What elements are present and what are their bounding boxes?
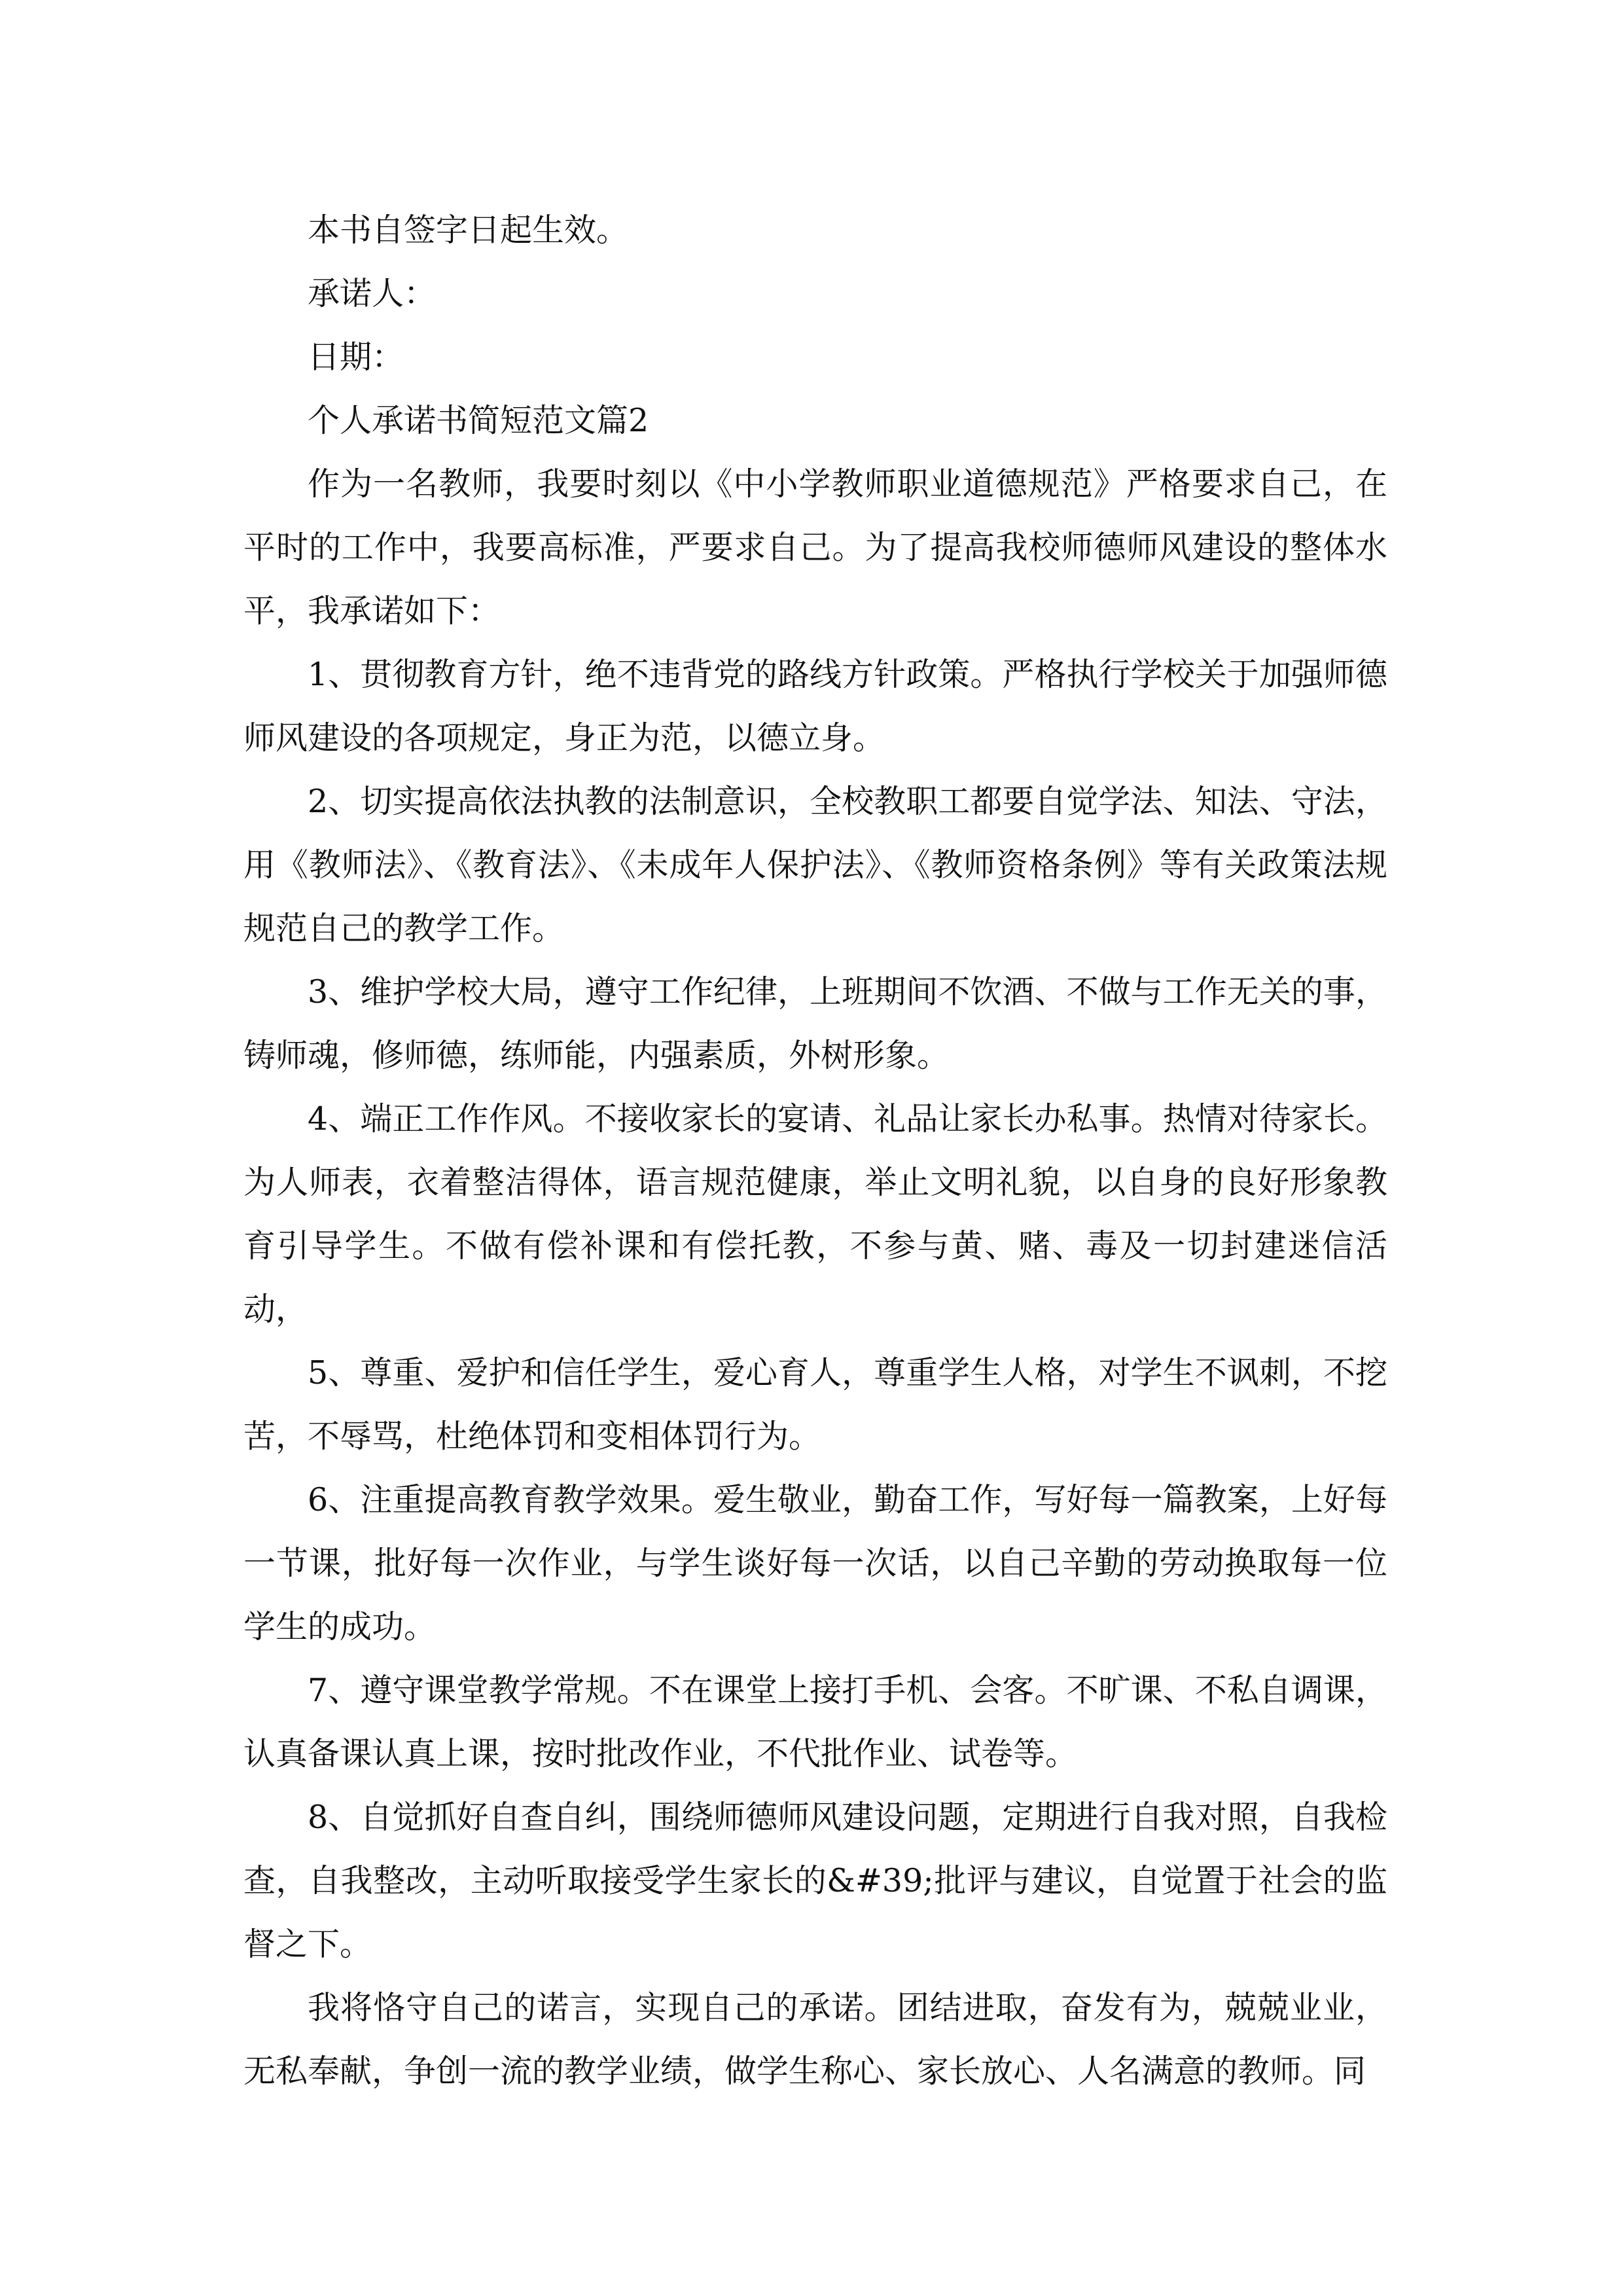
- paragraph-closing: 我将恪守自己的诺言，实现自己的承诺。团结进取，奋发有为，兢兢业业，无私奉献，争创一流的教学业绩，做学生称心、家长放心、人名满意的教师。同: [243, 1989, 1387, 2090]
- paragraph-item-8: 8、自觉抓好自查自纠，围绕师德师风建设问题，定期进行自我对照，自我检查，自我整改，主动听取接受学生家长的&#39;批评与建议，自觉置于社会的监督之下。: [243, 1799, 1387, 1963]
- paragraph-promisor: 承诺人：: [308, 275, 437, 312]
- paragraph-intro: 作为一名教师，我要时刻以《中小学教师职业道德规范》严格要求自己，在平时的工作中，我要高标准，严要求自己。为了提高我校师德师风建设的整体水平，我承诺如下：: [243, 465, 1387, 630]
- paragraph-item-4: 4、端正工作作风。不接收家长的宴请、礼品让家长办私事。热情对待家长。为人师表，衣着整洁得体，语言规范健康，举止文明礼貌，以自身的良好形象教育引导学生。不做有偿补课和有偿托教，不参与黄、赌、毒及一切封建迷信活动，: [243, 1100, 1387, 1328]
- paragraph-item-3: 3、维护学校大局，遵守工作纪律，上班期间不饮酒、不做与工作无关的事，铸师魂，修师德，练师能，内强素质，外树形象。: [243, 973, 1387, 1074]
- document-body: [243, 198, 1387, 2103]
- paragraph-item-7: 7、遵守课堂教学常规。不在课堂上接打手机、会客。不旷课、不私自调课，认真备课认真上课，按时批改作业，不代批作业、试卷等。: [243, 1672, 1387, 1772]
- paragraph-item-5: 5、尊重、爱护和信任学生，爱心育人，尊重学生人格，对学生不讽刺，不挖苦，不辱骂，杜绝体罚和变相体罚行为。: [243, 1354, 1387, 1455]
- paragraph-effective-date: 本书自签字日起生效。: [308, 211, 629, 249]
- paragraph-item-6: 6、注重提高教育教学效果。爱生敬业，勤奋工作，写好每一篇教案，上好每一节课，批好每一次作业，与学生谈好每一次话，以自己辛勤的劳动换取每一位学生的成功。: [243, 1481, 1387, 1645]
- section-title: 个人承诺书简短范文篇2: [308, 402, 649, 439]
- paragraph-item-1: 1、贯彻教育方针，绝不违背党的路线方针政策。严格执行学校关于加强师德师风建设的各项规定，身正为范，以德立身。: [243, 656, 1387, 757]
- paragraph-item-2: 2、切实提高依法执教的法制意识，全校教职工都要自觉学法、知法、守法，用《教师法》、《教育法》、《未成年人保护法》、《教师资格条例》等有关政策法规规范自己的教学工作。: [243, 783, 1387, 947]
- paragraph-date: 日期：: [308, 338, 404, 376]
